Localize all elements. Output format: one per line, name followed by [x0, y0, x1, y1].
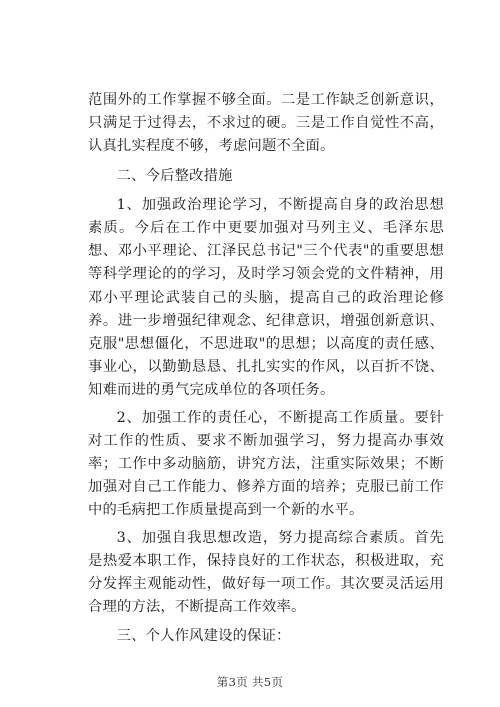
paragraph-measure-1: 1、加强政治理论学习，不断提高自身的政治思想素质。今后在工作中更要加强对马列主义、毛泽东思想、邓小平理论、江泽民总书记"三个代表"的重要思想等科学理论的的学习，及时学习领会党的文件精神，用邓小平理论武装自己的头脑，提高自己的政治理论修养。进一步增强纪律观念、纪律意识，增强创新意识、克服"思想僵化，不思进取"的思想；以高度的责任感、事业心，以勤勤恳恳、扎扎实实的作风，以百折不饶、知难而进的勇气完成单位的各项任务。	[88, 196, 444, 399]
paragraph-measure-2: 2、加强工作的责任心，不断提高工作质量。要针对工作的性质、要求不断加强学习，努力提高办事效率；工作中多动脑筋，讲究方法，注重实际效果；不断加强对自己工作能力、修养方面的培养；克服已前工作中的毛病把工作质量提高到一个新的水平。	[88, 409, 444, 519]
section-heading-rectification: 二、今后整改措施	[116, 167, 233, 184]
paragraph-measure-3: 3、加强自我思想改造，努力提高综合素质。首先是热爱本职工作，保持良好的工作状态，积极进取，充分发挥主观能动性，做好每一项工作。其次要灵活运用合理的方法，不断提高工作效率。	[88, 529, 444, 616]
document-body	[88, 89, 444, 655]
section-heading-guarantee: 三、个人作风建设的保证：	[116, 628, 291, 645]
paragraph-continuation: 范围外的工作掌握不够全面。二是工作缺乏创新意识，只满足于过得去，不求过的硬。三是工作自觉性不高，认真扎实程度不够，考虑问题不全面。	[88, 92, 444, 155]
page-number-footer: 第3页 共5页	[216, 675, 284, 689]
